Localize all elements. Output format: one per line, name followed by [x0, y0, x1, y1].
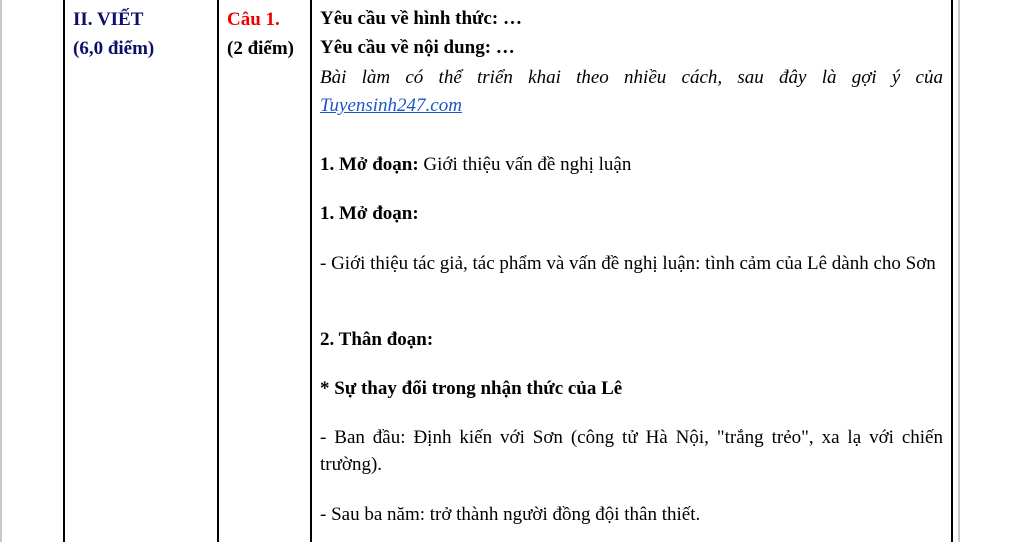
section-title: II. VIẾT: [73, 9, 144, 30]
question-cell: [227, 5, 294, 63]
heading-opening: 1. Mở đoạn:: [320, 203, 419, 224]
table-border: [217, 0, 219, 542]
page-edge-left: [0, 0, 2, 542]
heading-change: * Sự thay đổi trong nhận thức của Lê: [320, 378, 623, 399]
table-border: [63, 0, 65, 542]
content-requirement: Yêu cầu về nội dung: …: [320, 37, 515, 58]
section-cell: [73, 5, 154, 63]
form-requirement: Yêu cầu về hình thức: …: [320, 8, 522, 29]
table-border: [951, 0, 953, 542]
intro-note: Bài làm có thể triển khai theo nhiều cách, sau đây là gợi ý của: [320, 67, 943, 88]
paragraph-opening-summary: [320, 151, 943, 178]
section-points: (6,0 điểm): [73, 38, 155, 59]
text: Giới thiệu vấn đề nghị luận: [418, 154, 632, 175]
table-border: [310, 0, 312, 542]
heading: 1. Mở đoạn:: [320, 154, 419, 175]
heading-body: 2. Thân đoạn:: [320, 329, 434, 350]
page-edge-right: [958, 0, 960, 542]
paragraph-initial: - Ban đầu: Định kiến với Sơn (công tử Hà Nội, "trắng trẻo", xa lạ với chiến trường).: [320, 427, 943, 475]
paragraph-intro: - Giới thiệu tác giả, tác phẩm và vấn đề nghị luận: tình cảm của Lê dành cho Sơn: [320, 253, 936, 274]
paragraph-after: - Sau ba năm: trở thành người đồng đội thân thiết.: [320, 504, 701, 525]
question-title: Câu 1.: [227, 9, 280, 30]
source-link[interactable]: Tuyensinh247.com: [320, 95, 462, 116]
question-points: (2 điểm): [227, 38, 295, 59]
